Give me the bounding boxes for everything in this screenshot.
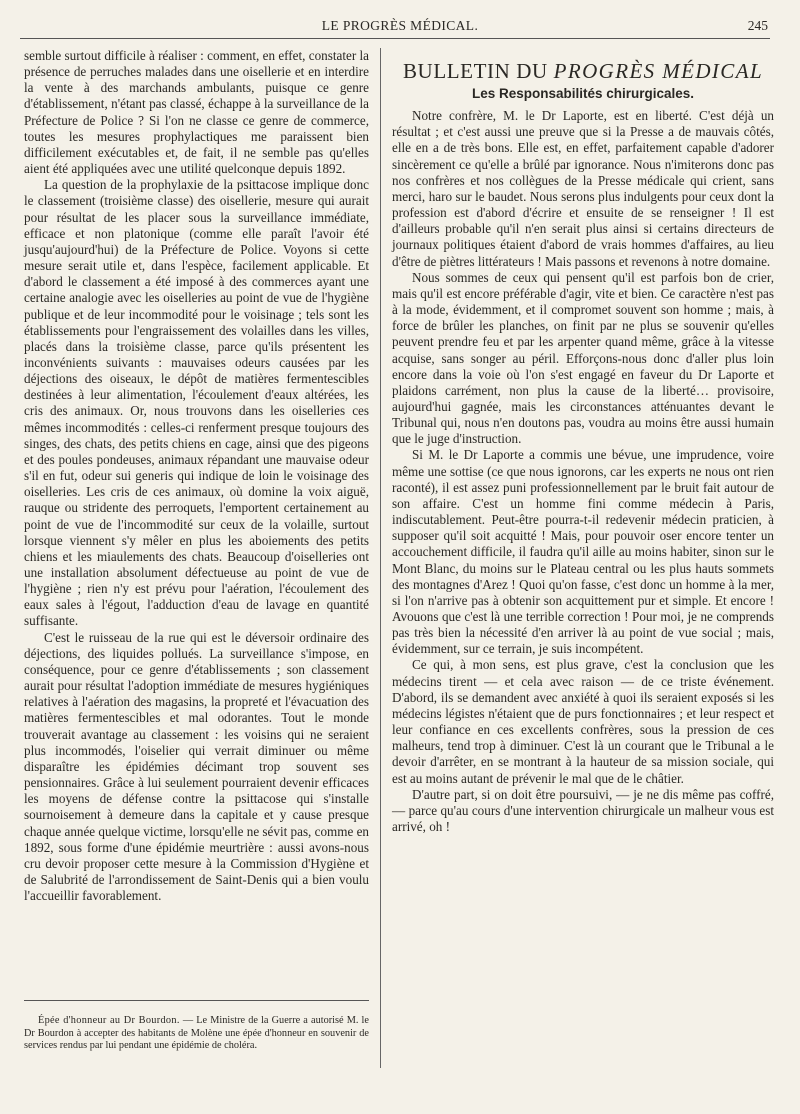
left-paragraph-2: La question de la prophylaxie de la psittacose implique donc le classement (troisième classe) des oisellerie, mesure qui aurait pour résultat de les placer sous la surveillance immédiate, efficace et non platonique (comme elle paraît l'avoir été jusqu'aujourd'hui) de la Préfecture de Police. Voyons si cette mesure serait utile et, dans l'espèce, facilement applicable. Et d'abord le classement a été imposé à des commerces ayant une certaine analogie avec les oiselleries au point de vue de l'hygiène publique et de leur incommodité pour le voisinage ; tels sont les établissements pour l'engraissement des volailles dans les villes, placés dans la troisième classe, parce qu'ils présentent les inconvénients suivants : mauvaises odeurs causées par les déjections des oiseaux, le dépôt de matières fermentescibles destinées à leur alimentation, l'écoulement d'eaux altérées, les cris des animaux. Or, nous trouvons dans les oiselleries ces mêmes incommodités : celles-ci renferment presque toujours des singes, des chats, des petits chiens en cage, ainsi que des pigeons et des poules pondeuses, animaux répandant une mauvaise odeur s'il en fut, odeur sui generis qui indique de loin le voisinage des oiselleries. Les cris de ces animaux, où domine la voix aiguë, rauque ou stridente des perroquets, l'emportent certainement au point de vue de l'incommodité sur ceux de la volaille, surtout lorsque viennent s'y mêler en plus les aboiements des petits chiens et les miaulements des chats. Beaucoup d'oiselleries ont une installation absolument défectueuse au point de vue de l'hygiène ; rien n'y est prévu pour l'aération, l'écoulement des eaux sales à l'égout, l'adduction d'eau de lavage en quantité suffisante. — [24, 177, 369, 629]
left-column — [24, 48, 369, 904]
footnote-lead: Épée d'honneur au Dr Bourdon. — [38, 1015, 180, 1026]
bulletin-title — [392, 58, 774, 84]
footnote-text: — Le Ministre de la Guerre a autorisé M. le Dr Bourdon à accepter des habitants de Molène une épée d'honneur en souvenir de services rendus par lui pendant une épidémie de choléra. — [24, 1015, 369, 1052]
header-rule — [20, 38, 770, 39]
column-divider — [380, 48, 381, 1068]
bulletin-name: PROGRÈS MÉDICAL — [553, 59, 764, 83]
section-heading: Les Responsabilités chirurgicales. — [471, 86, 695, 101]
footnote — [24, 1015, 369, 1053]
page-number: 245 — [747, 18, 768, 33]
right-paragraph-4: Ce qui, à mon sens, est plus grave, c'est la conclusion que les médecins tirent — et cela avec raison — de ce triste événement. D'abord, ils se demandent avec anxiété à quoi ils seraient exposés si les médecins légistes n'étaient que de purs fonctionnaires ; et leur respect et leur confiance en ces excellents confrères, sous la pression de ces malheurs, tend trop à diminuer. C'est là un courant que le Tribunal a le devoir d'arrêter, en se montrant à la hauteur de sa mission sociale, qui est au moins autant de prévenir le mal que de le châtier. — [392, 657, 774, 786]
footnote-rule — [24, 1000, 369, 1001]
page-header — [0, 0, 800, 40]
right-paragraph-1: Notre confrère, M. le Dr Laporte, est en liberté. C'est déjà un résultat ; et c'est aussi une preuve que si la Presse a de mauvais côtés, elle en a de très bons. Elle est, en effet, parfaitement capable d'adorer sincèrement ce qu'elle a brûlé par ignorance. Nous n'imiterons donc pas nos confrères et nos collègues de la Presse médicale qui crient, sans merci, haro sur le baudet. Nous serons plus indulgents pour ceux dont la profession est d'abord d'écrire et ensuite de se renseigner ! Il est d'ailleurs probable qu'il n'en serait plus ainsi si certains directeurs de journaux politiques étaient d'abord de vrais hommes d'affaires, au lieu d'être de piètres littérateurs ! Mais passons et revenons à notre domaine. — [392, 108, 774, 269]
left-paragraph-1: semble surtout difficile à réaliser : comment, en effet, constater la présence de perruches malades dans une oisellerie et en interdire la vente à des marchands ambulants, puisque ce genre d'établissement, n'étant pas classé, échappe à la surveillance de la Préfecture de Police ? Si l'on ne classe ce genre de commerce, toutes les mesures prophylactiques me paraissent bien difficilement exécutables et, de fait, il ne semble pas qu'elles aient été appliquées avec une utilité quelconque depuis 1892. — [24, 48, 369, 177]
left-paragraph-3: C'est le ruisseau de la rue qui est le déversoir ordinaire des déjections, des liquides pollués. La surveillance s'impose, en conséquence, pour ce genre d'établissements ; son classement aurait pour résultat l'adoption immédiate de mesures hygiéniques relatives à l'aération des magasins, la propreté et l'évacuation des matières fermentescibles et mal odorantes. Tout le monde trouverait avantage au classement : les voisins qui ne seraient plus incommodés, l'oiselier qui verrait diminuer ou même disparaître les épidémies décimant trop souvent ses pensionnaires. Grâce à lui seulement pourraient devenir efficaces les moyens de défense contre la psittacose qui s'installe sournoisement à demeure dans la capitale et y cause presque chaque année quelque victime, lorsqu'elle ne sévit pas, comme en 1892, sous forme d'une épidémie meurtrière : aussi avons-nous cru devoir proposer cette mesure à la Commission d'Hygiène et de Salubrité de l'arrondissement de Saint-Denis qui a bien voulu l'accueillir favorablement. — [24, 629, 369, 904]
running-title: LE PROGRÈS MÉDICAL. — [321, 18, 479, 33]
right-paragraph-5: D'autre part, si on doit être poursuivi, — je ne dis même pas coffré, — parce qu'au cours d'une intervention chirurgicale un malheur vous est arrivé, oh ! — [392, 786, 774, 835]
right-paragraph-2: Nous sommes de ceux qui pensent qu'il est parfois bon de crier, mais qu'il est encore préférable d'agir, vite et bien. Ce caractère n'est pas à la mode, évidemment, et il compromet souvent son homme ; mais, à force de brûler les planches, on finit par ne plus se souvenir qu'elles peuvent prendre feu et par les arpenter quand même, grâce à la vitesse acquise, sans songer au péril. Efforçons-nous donc d'aller plus loin encore dans la voie où l'on s'est engagé en faveur du Dr Laporte et plaidons carrément, non plus la cause de la liberté… provisoire, aujourd'hui gagnée, mais les circonstances atténuantes devant le Tribunal qui, nous n'en doutons pas, voudra au moins être aussi humain que le juge d'instruction. — [392, 269, 774, 447]
right-column — [392, 48, 774, 835]
right-paragraph-3: Si M. le Dr Laporte a commis une bévue, une imprudence, voire même une sottise (ce que nous ignorons, car les experts ne nous ont rien raconté), il est assez puni professionnellement par le bruit fait autour de son affaire. C'est un homme fini comme médecin à Paris, indiscutablement. Peut-être pourra-t-il redevenir médecin praticien, à supposer qu'il soit acquitté ! Mais, pour pouvoir oser encore tenter un accouchement difficile, il faudra qu'il aille au moins habiter, sinon sur le Mont Blanc, du moins sur le Plateau central ou les plus hauts sommets des montagnes d'Arez ! Quoi qu'on fasse, c'est donc un homme à la mer, si l'on n'arrive pas à obtenir son acquittement pur et simple. Et encore ! Avouons que c'est là une terrible correction ! Pour moi, je ne comprends pas très bien la nécessité d'en arriver là au point de vue social ; mais, évidemment, sur ce terrain, je suis incompétent. — [392, 447, 774, 657]
bulletin-prefix: BULLETIN DU — [402, 59, 554, 83]
